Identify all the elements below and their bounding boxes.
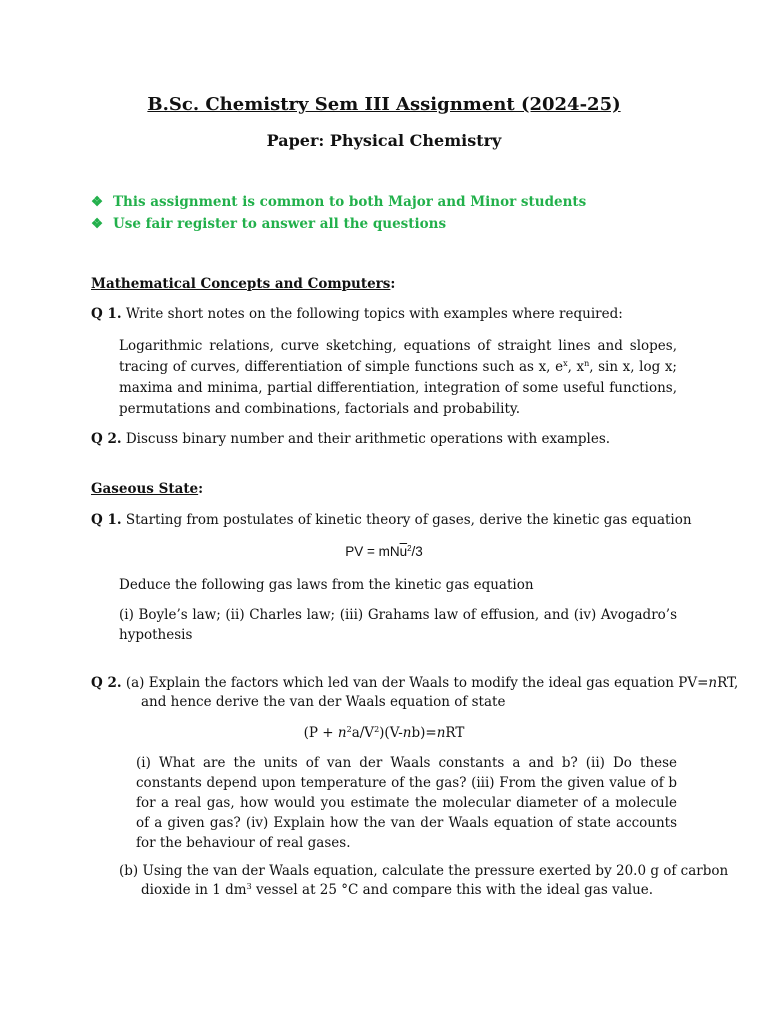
question-number: Q 2. bbox=[91, 431, 122, 447]
question-number: Q 1. bbox=[91, 306, 122, 322]
question-text: Starting from postulates of kinetic theory of gases, derive the kinetic gas equation bbox=[121, 512, 692, 528]
question-number: Q 1. bbox=[91, 512, 122, 528]
section-heading-math: Mathematical Concepts and Computers: bbox=[91, 276, 396, 292]
question-gas-q1 bbox=[91, 512, 692, 528]
diamond-bullet-icon: ❖ bbox=[91, 216, 104, 232]
question-number: Q 2. bbox=[91, 675, 122, 691]
question-part-b-continued: dioxide in 1 $dm^3$ vessel at 25 °C and compare this with the ideal gas value. bbox=[141, 882, 654, 898]
question-math-q1 bbox=[91, 306, 623, 322]
topic-list-paragraph: Logarithmic relations, curve sketching, equations of straight lines and slopes, tracing of curves, differentiation of simple functions such as x, $e^x$, $x^n$, sin x, log x; maxima and minima, partial differentiation, integration of some useful functions, permutations and combinations, factorials and probability. bbox=[119, 338, 677, 417]
note-text: Use fair register to answer all the questions bbox=[113, 216, 447, 232]
page-title: B.Sc. Chemistry Sem III Assignment (2024-25) bbox=[147, 94, 621, 115]
note-text: This assignment is common to both Major and Minor students bbox=[113, 194, 587, 210]
question-part-b: (b) Using the van der Waals equation, calculate the pressure exerted by 20.0 g of carbon bbox=[119, 863, 729, 879]
question-text: Discuss binary number and their arithmetic operations with examples. bbox=[121, 431, 611, 447]
note-item bbox=[91, 194, 586, 210]
subquestion-paragraph: (i) What are the units of van der Waals constants a and b? (ii) Do these constants depend upon temperature of the gas? (iii) From the given value of b for a real gas, how would you estimate the molecular diameter of a molecule of a given gas? (iv) Explain how the van der Waals equation of state accounts for the behaviour of real gases. bbox=[136, 755, 677, 851]
question-gas-q2: Q 2. (a) Explain the factors which led van der Waals to modify the ideal gas equation PV=nRT, bbox=[91, 675, 739, 691]
gas-laws-list: (i) Boyle’s law; (ii) Charles law; (iii) Grahams law of effusion, and (iv) Avogadro’s hypothesis bbox=[119, 607, 677, 643]
deduce-instruction: Deduce the following gas laws from the kinetic gas equation bbox=[119, 577, 534, 593]
section-heading-gas: Gaseous State: bbox=[91, 481, 204, 497]
diamond-bullet-icon: ❖ bbox=[91, 194, 104, 210]
question-text-continued: and hence derive the van der Waals equation of state bbox=[141, 694, 506, 710]
note-item bbox=[91, 216, 446, 232]
question-math-q2 bbox=[91, 431, 610, 447]
page-subtitle: Paper: Physical Chemistry bbox=[266, 131, 502, 150]
kinetic-gas-equation: PV = $mN\overline{u}^2/3$ bbox=[345, 544, 423, 559]
question-text: Write short notes on the following topics with examples where required: bbox=[121, 306, 623, 322]
van-der-waals-equation: $(P + n^2a/V^2)(V-nb)=nRT$ bbox=[303, 725, 465, 741]
